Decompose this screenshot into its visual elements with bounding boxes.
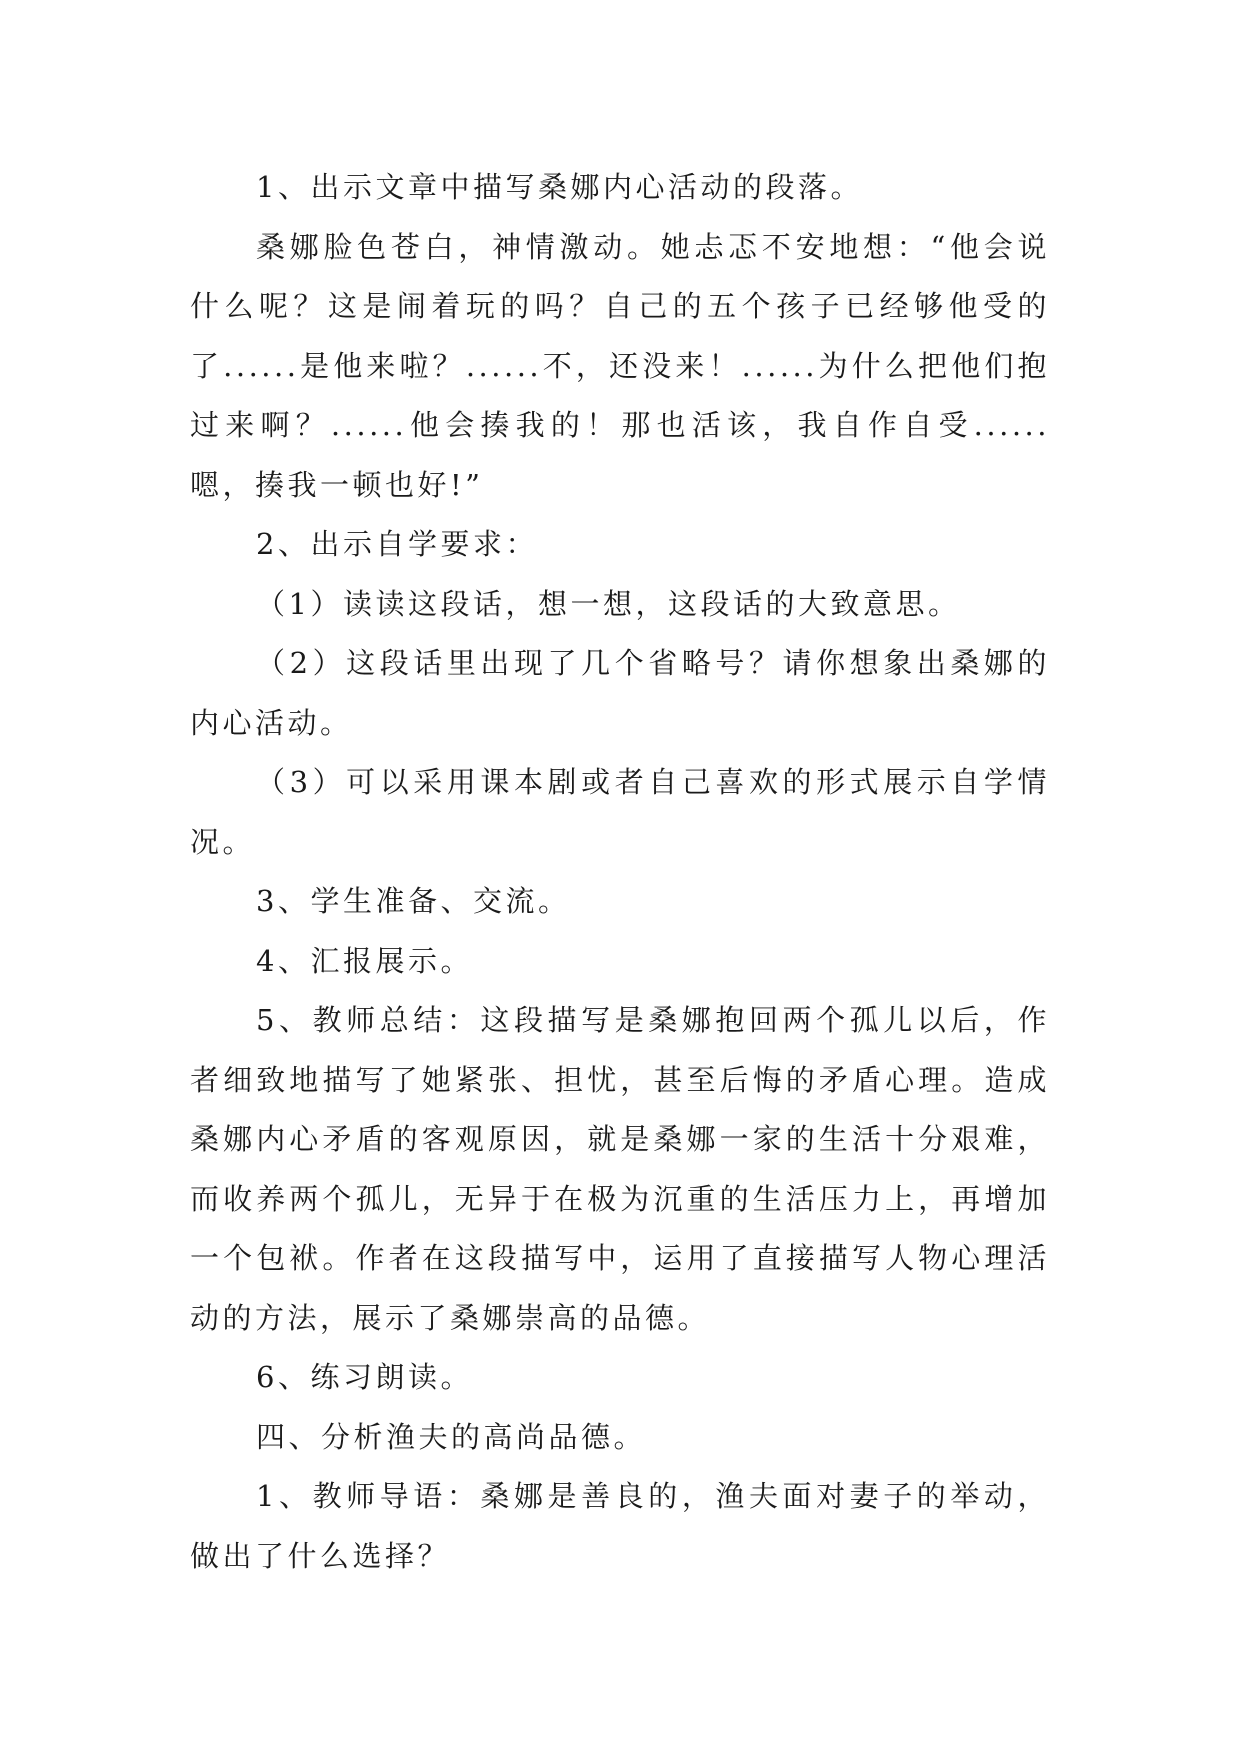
section-4-step-1: 1、教师导语：桑娜是善良的，渔夫面对妻子的举动，做出了什么选择？ [190,1479,1050,1573]
step-6-reading: 6、练习朗读。 [256,1360,473,1394]
quoted-passage: 桑娜脸色苍白，神情激动。她忐忑不安地想：“他会说什么呢？这是闹着玩的吗？自己的五个孩子已经够他受的了......是他来啦？......不，还没来！......为什么把他们抱过来啊？......他会揍我的！那也活该，我自作自受......嗯，揍我一顿也好!” [190,229,1050,502]
step-2-self-study: 2、出示自学要求： [256,527,538,561]
step-5-teacher-summary: 5、教师总结：这段描写是桑娜抱回两个孤儿以后，作者细致地描写了她紧张、担忧，甚至后悔的矛盾心理。造成桑娜内心矛盾的客观原因，就是桑娜一家的生活十分艰难，而收养两个孤儿，无异于在极为沉重的生活压力上，再增加一个包袱。作者在这段描写中，运用了直接描写人物心理活动的方法，展示了桑娜崇高的品德。 [190,1003,1050,1335]
section-4-heading: 四、分析渔夫的高尚品德。 [256,1419,647,1454]
document-page [190,158,1050,1586]
step-3-prepare: 3、学生准备、交流。 [256,884,571,918]
requirement-3: （3）可以采用课本剧或者自己喜欢的形式展示自学情况。 [190,765,1050,859]
step-1-show-paragraph: 1、出示文章中描写桑娜内心活动的段落。 [256,170,863,204]
step-4-report: 4、汇报展示。 [256,943,473,978]
requirement-2: （2）这段话里出现了几个省略号？请你想象出桑娜的内心活动。 [190,646,1050,740]
requirement-1: （1）读读这段话，想一想，这段话的大致意思。 [256,586,961,621]
